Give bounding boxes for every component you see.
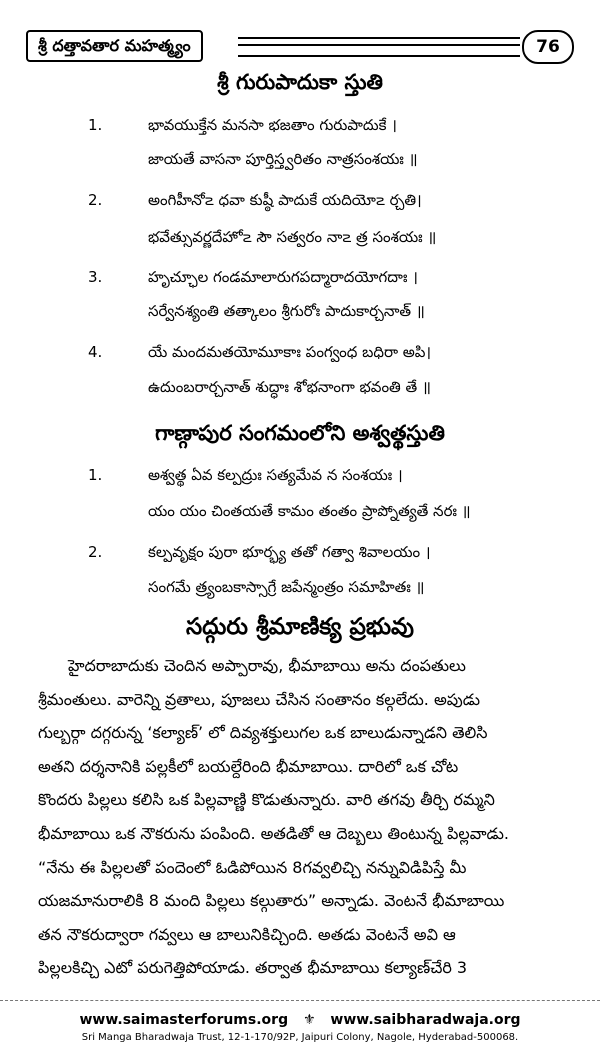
section-heading-guru-paduka: శ్రీ గురుపాదుకా స్తుతి [217, 70, 383, 94]
verse-line: యే మందమతయోమూకాః పంగ్వంధ బధిరా అపి। [148, 343, 432, 361]
paragraph-line: భీమాబాయి ఒక నౌకరును పంపింది. అతడితో ఆ దెబ్బలు తింటున్న పిల్లవాడు. [38, 824, 510, 843]
paragraph-line: గుల్బర్గా దగ్గరున్న ‘కల్యాణ్’ లో దివ్యశక్తులుగల ఒక బాలుడున్నాడని తెలిసి [38, 723, 488, 742]
verse-number: 1. [88, 466, 103, 484]
verse-line: అంగిహీనో౽ ధవా కుష్ఠీ పాదుకే యదియో౽ ర్చతి। [148, 191, 422, 209]
verse-line: హృచ్ఛూల గండమాలారుగపద్మారాదయోగదాః । [148, 268, 418, 286]
verse-number: 2. [88, 543, 103, 561]
book-title: శ్రీ దత్తావతార మహత్మ్యం [26, 30, 203, 62]
footer-address: Sri Manga Bharadwaja Trust, 12-1-170/92P, Jaipuri Colony, Nagole, Hyderabad-500068. [81, 1032, 519, 1043]
footer-urls [0, 1012, 600, 1028]
paragraph-line: తన నౌకరుద్వారా గవ్వలు ఆ బాలునికిచ్చింది. అతడు వెంటనే అవి ఆ [38, 925, 456, 944]
verse-number: 4. [88, 343, 103, 361]
page-header [26, 30, 574, 64]
footer-divider [0, 1000, 600, 1001]
section-heading-ashwattha-stuti: గాణ్గాపుర సంగమంలోని అశ్వత్థస్తుతి [155, 421, 445, 445]
verse-line: యం యం చింతయతే కామం తంతం ప్రాప్నోత్యతే నరః ॥ [148, 502, 471, 520]
verse-line: జాయతే వాసనా పూర్తిస్త్వరితం నాత్రసంశయః ॥ [148, 150, 418, 168]
verse-number: 2. [88, 191, 103, 209]
paragraph-line: “నేను ఈ పిల్లలతో పందెంలో ఓడిపోయిన 8గవ్వలిచ్చి నన్నువిడిపిస్తే మీ [38, 858, 467, 877]
page-number: 76 [522, 30, 574, 64]
header-decorative-lines [238, 37, 520, 57]
verse-number: 3. [88, 268, 103, 286]
verse-line: కల్పవృక్షం పురా భూర్భ్య తతో గత్వా శివాలయం । [148, 543, 431, 561]
paragraph-line: కొందరు పిల్లలు కలిసి ఒక పిల్లవాణ్ణి కొడుతున్నారు. వారి తగవు తీర్చి రమ్మని [38, 790, 495, 809]
verse-line: సర్వేనశ్యంతి తత్కాలం శ్రీగురోః పాదుకార్చనాత్ ॥ [148, 302, 425, 320]
paragraph-line: పిల్లలకిచ్చి ఎటో పరుగెత్తిపోయాడు. తర్వాత భీమాబాయి కల్యాణ్‌చేరి 3 [38, 958, 468, 977]
fleur-de-lis-icon: ⚜ [302, 1012, 316, 1028]
verse-line: భావయుక్తేన మనసా భజతాం గురుపాదుకే । [148, 116, 397, 134]
paragraph-line: అతని దర్శనానికి పల్లకీలో బయల్దేరింది భీమాబాయి. దారిలో ఒక చోట [38, 757, 459, 776]
footer-url-left[interactable]: www.saimasterforums.org [79, 1012, 289, 1028]
verse-number: 1. [88, 116, 103, 134]
verse-line: సంగమే త్ర్యంబకాస్సాగ్రే జపేన్మంత్రం సమాహితః ॥ [148, 578, 425, 596]
verse-line: ఉదుంబరార్చనాత్ శుద్ధాః శోభనాంగా భవంతి తే ॥ [148, 378, 431, 396]
verse-line: అశ్వత్థ ఏవ కల్పద్రుః సత్యమేవ న సంశయః । [148, 466, 403, 484]
section-heading-manikya-prabhu: సద్గురు శ్రీమాణిక్య ప్రభువు [186, 614, 414, 640]
paragraph-line: యజమానురాలికి 8 మంది పిల్లలు కల్గుతారు” అన్నాడు. వెంటనే భీమాబాయి [38, 891, 505, 910]
paragraph-line: హైదరాబాదుకు చెందిన అప్పారావు, భీమాబాయి అను దంపతులు [68, 656, 466, 675]
paragraph-line: శ్రీమంతులు. వారెన్ని వ్రతాలు, పూజలు చేసిన సంతానం కల్గలేదు. అపుడు [38, 690, 481, 709]
verse-line: భవేత్సువర్ణదేహో౽ సౌ సత్వరం నా౽ త్ర సంశయః ॥ [148, 228, 437, 246]
footer-url-right[interactable]: www.saibharadwaja.org [330, 1012, 521, 1028]
